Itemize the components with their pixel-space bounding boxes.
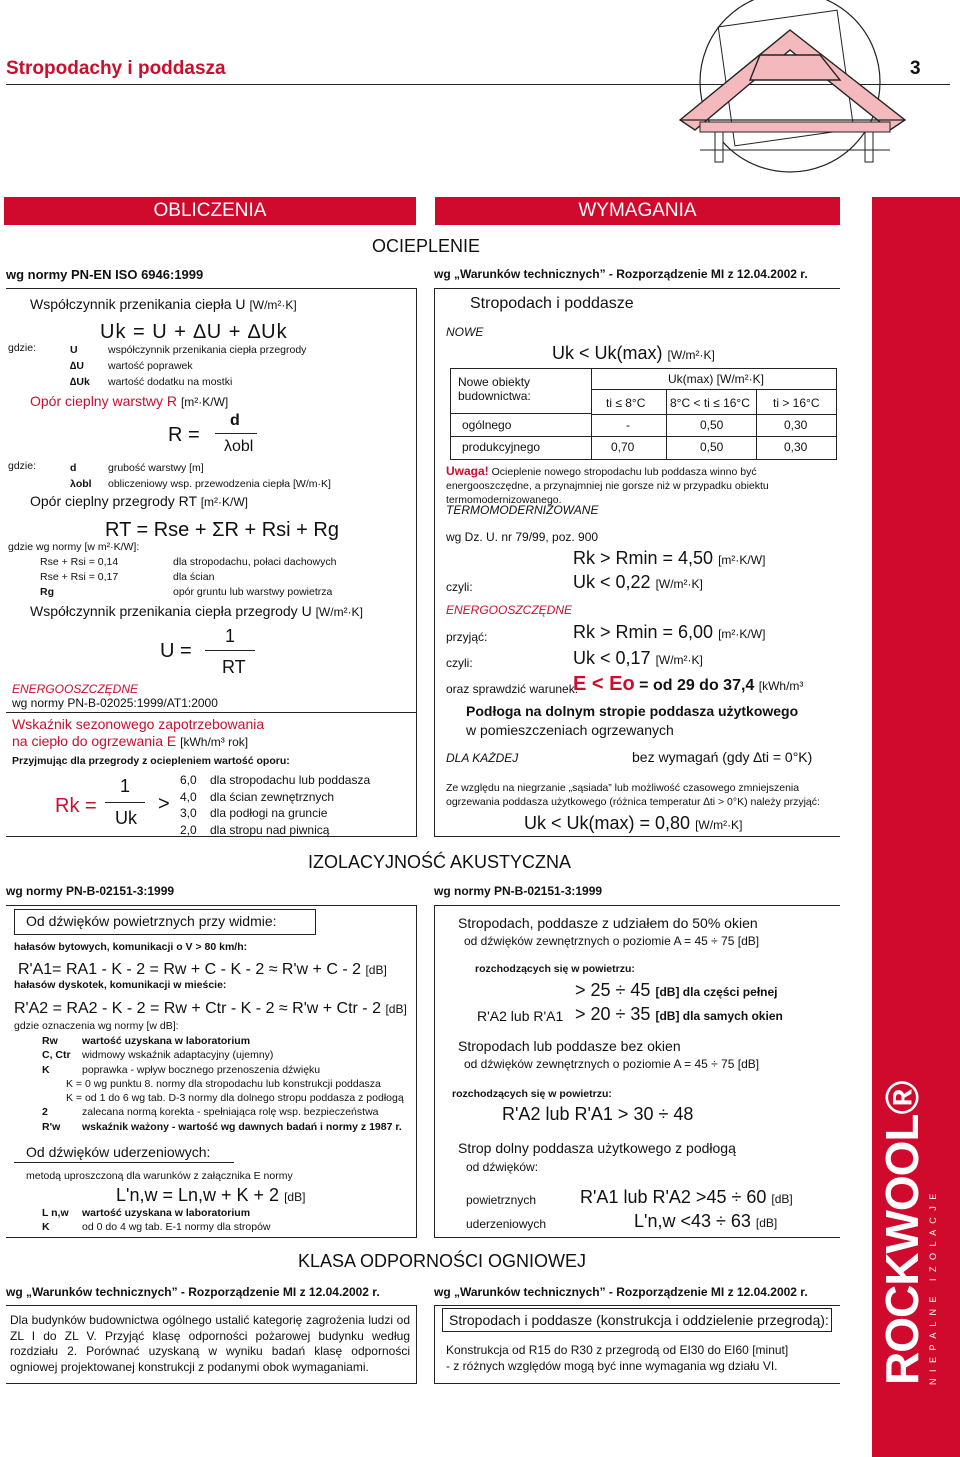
ac-metoda: metodą uproszczoną dla warunków z załącznika E normy (26, 1170, 293, 1182)
defs-2 (70, 460, 331, 492)
u2-den: RT (222, 657, 246, 677)
left-energo: ENERGOOSZCZĘDNE (12, 682, 139, 696)
przyjac: przyjąć: (446, 630, 488, 644)
left-norm: wg normy PN-EN ISO 6946:1999 (6, 267, 204, 282)
wskaznik-2: na ciepło do ogrzewania E [kWh/m³ rok] (12, 733, 249, 749)
czyli-2: czyli: (446, 656, 473, 670)
ac-title-2-rule (14, 1162, 234, 1163)
ac-r-title-1: Stropodach, poddasze z udziałem do 50% okien (458, 915, 758, 931)
brand-logo: ROCKWOOL® (876, 1081, 928, 1385)
fire-norm-right: wg „Warunków technicznych” - Rozporządzenie MI z 12.04.2002 r. (434, 1285, 808, 1299)
ac-title-1: Od dźwięków powietrznych przy widmie: (26, 913, 277, 929)
ac-r-title-2b: od dźwięków zewnętrznych o poziomie A = 45 ÷ 75 [dB] (464, 1057, 760, 1071)
row-val: 0,30 (784, 418, 808, 432)
def-row: ∆Uk wartość dodatku na mostki (70, 376, 233, 388)
ac-def-row: L n,w wartość uzyskana w laboratorium (42, 1207, 251, 1219)
u2-fraction-bar (205, 650, 255, 651)
ac-def-row: Rw wartość uzyskana w laboratorium (42, 1035, 251, 1047)
podloga-1: Podłoga na dolnym stropie poddasza użytkowego (466, 703, 799, 719)
gdzie-2: gdzie: (8, 460, 37, 472)
ac-r-title-1b: od dźwięków zewnętrznych o poziomie A = 45 ÷ 75 [dB] (464, 934, 760, 948)
ac-formula-2: R'A2 = RA2 - K - 2 = Rw + Ctr - K - 2 ≈ R'w + Ctr - 2 [dB] (14, 1000, 407, 1017)
ac-r-ud-v: L'n,w <43 ÷ 63 [dB] (634, 1211, 778, 1231)
ac-def-row: R'w wskaźnik ważony - wartość wg dawnych badań i normy z 1987 r. (42, 1120, 402, 1133)
def-row: Rse + Rsi = 0,14 dla stropodachu, połaci dachowych (40, 556, 337, 568)
col-3: ti > 16°C (773, 396, 820, 410)
e-condition: E < Eo = od 29 do 37,4 [kWh/m³ (573, 673, 804, 695)
row-label: produkcyjnego (462, 440, 541, 454)
fire-left-text: Dla budynków budownictwa ogólnego ustalić kategorię zagrożenia ludzi od ZL I do ZL V. Przyjąć klasę odporności pożarowej budynku według rozdziału 2. Porównać uzyskaną w wyniku badań klasę odporności ogniowej projektowanej konstrukcji z podanymi obok wymaganiami. (10, 1313, 410, 1374)
bez-wymagan: bez wymagań (gdy ∆ti = 0°K) (632, 749, 813, 765)
def-row: ∆U wartość poprawek (70, 360, 193, 372)
table-head: Uk(max) [W/m²·K] (668, 372, 764, 386)
def-row: d grubość warstwy [m] (70, 462, 204, 474)
def-row: Rse + Rsi = 0,17 dla ścian (40, 571, 215, 583)
row-val: 0,50 (700, 440, 724, 454)
ac-def-row: K = 0 wg punktu 8. normy dla stropodachu lub konstrukcji poddasza (66, 1077, 381, 1090)
row-val: 0,30 (784, 440, 808, 454)
fire-right-text-2: - z różnych względów mogą być inne wymagania wg działu VI. (446, 1359, 778, 1373)
ac-def-row: 2 zalecana normą korekta - spełniająca rolę wsp. bezpieczeństwa (42, 1106, 379, 1119)
termo-f2: Uk < 0,22 [W/m²·K] (573, 572, 703, 592)
przyjmujac: Przyjmując dla przegrody z ociepleniem wartość oporu: (12, 755, 290, 767)
rk-table (180, 772, 370, 838)
page-title: Stropodachy i poddasza (6, 58, 226, 79)
rt-defs (40, 555, 336, 600)
wskaznik-1: Wskaźnik sezonowego zapotrzebowania (12, 716, 265, 732)
rk-den: Uk (115, 808, 137, 828)
ac-def-row: K od 0 do 4 wg tab. E-1 normy dla stropów (42, 1221, 271, 1233)
u-formula: Uk = U + ∆U + ∆Uk (100, 321, 288, 343)
oraz: oraz sprawdzić warunek: (446, 682, 579, 696)
ac-title-2: Od dźwięków uderzeniowych: (26, 1144, 211, 1160)
section-klasa: KLASA ODPORNOŚCI OGNIOWEJ (298, 1251, 587, 1271)
r-title: Opór cieplny warstwy R [m²·K/W] (30, 393, 229, 409)
rt-formula: RT = Rse + ΣR + Rsi + Rg (105, 519, 339, 541)
ac-r-ud: uderzeniowych (466, 1217, 547, 1231)
ac-r-v2: > 20 ÷ 35 [dB] dla samych okien (575, 1004, 783, 1024)
col-2: 8°C < ti ≤ 16°C (670, 396, 750, 410)
rk-gt: > (158, 793, 170, 815)
rk-row: 6,0 dla stropodachu lub poddasza (180, 773, 371, 787)
nowe-obiekty: Nowe obiekty budownictwa: (458, 375, 531, 403)
fire-right-text-1: Konstrukcja od R15 do R30 z przegrodą od EI30 do EI60 [minut] (446, 1343, 789, 1357)
rk-row: 4,0 dla ścian zewnętrznych (180, 789, 335, 804)
termo-f1: Rk > Rmin = 4,50 [m²·K/W] (573, 548, 766, 568)
rt-title: Opór cieplny przegrody RT [m²·K/W] (30, 493, 249, 509)
roof-illustration (640, 0, 940, 180)
def-row: Rg opór gruntu lub warstwy powietrza (40, 586, 333, 598)
divider (6, 712, 416, 713)
energo-f2: Uk < 0,17 [W/m²·K] (573, 648, 703, 668)
section-akustyka: IZOLACYJNOŚĆ AKUSTYCZNA (308, 852, 572, 872)
gdzie-1: gdzie: (8, 342, 37, 354)
fire-right-title: Stropodach i poddasze (konstrukcja i oddzielenie przegrodą): (449, 1312, 829, 1328)
ac-gdzie: gdzie oznaczenia wg normy [w dB]: (14, 1020, 179, 1032)
ac-formula-3: L'n,w = Ln,w + K + 2 [dB] (116, 1185, 306, 1205)
row-val: - (626, 418, 630, 432)
ac-def-row: K poprawka - wpływ bocznego przenoszenia dźwięku (42, 1063, 321, 1076)
bar-wymagania: WYMAGANIA (435, 197, 840, 225)
ac-halasow-2: hałasów dyskotek, komunikacji w mieście: (14, 979, 227, 991)
energo-label: ENERGOOSZCZĘDNE (446, 603, 573, 617)
r-num: d (230, 412, 240, 429)
ac-formula-1: R'A1= RA1 - K - 2 = Rw + C - K - 2 ≈ R'w + C - 2 [dB] (18, 961, 387, 978)
rk-num: 1 (120, 776, 131, 796)
ac-r-pow-v: R'A1 lub R'A2 >45 ÷ 60 [dB] (580, 1187, 793, 1207)
ac-r-title-3: Strop dolny poddasza użytkowego z podłogą (458, 1140, 736, 1156)
rt-gdzie: gdzie wg normy [w m²·K/W]: (8, 541, 140, 553)
energo-f1: Rk > Rmin = 6,00 [m²·K/W] (573, 622, 766, 642)
fire-norm-left: wg „Warunków technicznych” - Rozporządzenie MI z 12.04.2002 r. (6, 1285, 380, 1299)
ac-halasow-1: hałasów bytowych, komunikacji o V > 80 km/h: (14, 941, 248, 953)
u2-title: Współczynnik przenikania ciepła przegrody U [W/m²·K] (30, 603, 363, 619)
brand-tagline: N I E P A L N E I Z O L A C J E (928, 1191, 938, 1385)
rk-lhs: Rk = (55, 795, 97, 817)
czyli-1: czyli: (446, 580, 473, 594)
ac-def-row: C, Ctr widmowy wskaźnik adaptacyjny (ujemny) (42, 1049, 274, 1062)
rk-row: 2,0 dla stropu nad piwnicą (180, 822, 330, 837)
bar-obliczenia: OBLICZENIA (4, 197, 416, 225)
ac-norm-left: wg normy PN-B-02151-3:1999 (6, 884, 175, 898)
row-val: 0,70 (611, 440, 635, 454)
col-1: ti ≤ 8°C (606, 396, 646, 410)
final-formula: Uk < Uk(max) = 0,80 [W/m²·K] (524, 813, 743, 833)
rk-fraction-bar (105, 802, 145, 803)
podloga-2: w pomieszczeniach ogrzewanych (466, 722, 674, 738)
r-fraction-bar (215, 433, 257, 434)
def-row: λobl obliczeniowy wsp. przewodzenia ciepła [W/m·K] (70, 478, 331, 490)
page-number: 3 (910, 58, 921, 79)
section-ocieplenie: OCIEPLENIE (372, 236, 481, 256)
ac-r-title-3b: od dźwięków: (466, 1160, 539, 1174)
ac-def-row: K = od 1 do 6 wg tab. D-3 normy dla dolnego stropu poddasza z podłogą (66, 1092, 404, 1105)
r-lhs: R = (168, 424, 200, 446)
ac-r-f2: R'A2 lub R'A1 > 30 ÷ 48 (502, 1104, 694, 1124)
rk-row: 3,0 dla podłogi na gruncie (180, 806, 328, 820)
ac-r-roz: rozchodzących się w powietrzu: (475, 963, 635, 975)
right-norm: wg „Warunków technicznych” - Rozporządzenie MI z 12.04.2002 r. (434, 267, 808, 281)
ac-r-v1: > 25 ÷ 45 [dB] dla części pełnej (575, 980, 778, 1000)
def-row: U współczynnik przenikania ciepła przegrody (70, 344, 307, 356)
ze-wzgledu: Ze względu na niegrzanie „sąsiada” lub możliwość czasowego zmniejszenia ogrzewania poddasza użytkowego (różnica temperatur ∆ti > 0°K) należy przyjąć: (446, 782, 820, 808)
row-label: ogólnego (462, 418, 512, 432)
wg-dz: wg Dz. U. nr 79/99, poz. 900 (446, 530, 599, 544)
nowe-label: NOWE (446, 325, 484, 339)
ac-r-pow: powietrznych (466, 1193, 537, 1207)
right-box-title: Stropodach i poddasze (470, 295, 634, 312)
u2-lhs: U = (160, 640, 192, 662)
termo-label: TERMOMODERNIZOWANE (446, 503, 599, 517)
uk-max-formula: Uk < Uk(max) [W/m²·K] (552, 343, 715, 363)
ac-r-ra: R'A2 lub R'A1 (477, 1008, 564, 1024)
defs-1 (70, 342, 306, 390)
left-norm2: wg normy PN-B-02025:1999/AT1:2000 (12, 696, 218, 710)
uwaga: Uwaga! Ocieplenie nowego stropodachu lub poddasza winno być energooszczędne, a przynajmniej nie gorsze niż w przypadku obiektu termomodernizowanego. (446, 464, 769, 506)
dla-kazdej: DLA KAŻDEJ (446, 751, 519, 765)
ac-norm-right: wg normy PN-B-02151-3:1999 (434, 884, 603, 898)
row-val: 0,50 (700, 418, 724, 432)
ac-r-title-2: Stropodach lub poddasze bez okien (458, 1038, 681, 1054)
u-title: Współczynnik przenikania ciepła U [W/m²·K] (30, 296, 297, 312)
r-den: λobl (224, 438, 254, 455)
ac-defs (42, 1034, 404, 1134)
ac-r-roz-2: rozchodzących się w powietrzu: (452, 1088, 612, 1100)
u2-num: 1 (225, 626, 236, 646)
ac-defs-2 (42, 1206, 271, 1234)
